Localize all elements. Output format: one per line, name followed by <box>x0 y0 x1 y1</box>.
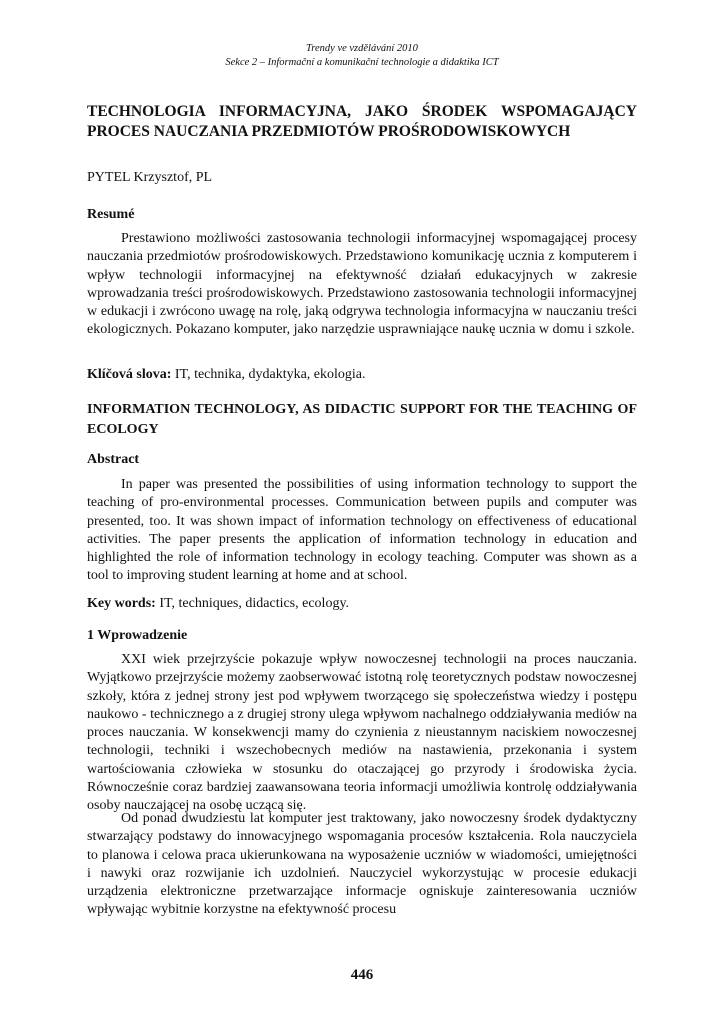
keywords-cz-label: Klíčová slova: <box>87 367 172 382</box>
section-1-paragraph-2: Od ponad dwudziestu lat komputer jest traktowany, jako nowoczesny środek dydaktyczny stwarzający podstawy do innowacyjnego wspomagania procesów kształcenia. Rola nauczyciela to planowa i celowa praca ukierunkowana na wyposażenie uczniów w wiadomości, umiejętności i nawyki oraz rozwijanie ich uzdolnień. Nauczyciel wykorzystując w procesie edukacji urządzenia elektroniczne przetwarzające informacje ogniskuje zainteresowania uczniów wpływając wybitnie korzystne na efektywność procesu <box>87 811 637 918</box>
keywords-cz-text: IT, technika, dydaktyka, ekologia. <box>171 367 366 382</box>
running-header <box>87 42 637 70</box>
section-1-paragraph-1: XXI wiek przejrzyście pokazuje wpływ nowoczesnej technologii na proces nauczania. Wyjątkowo przejrzyście możemy zaobserwować istotną rolę teoretycznych podstaw nowoczesnej szkoły, która z jednej strony jest pod wpływem tworzącego się społeczeństwa wiedzy i postępu naukowo - technicznego a z drugiej strony ulega wpływom nachalnego oddziaływania mediów na proces nauczania. W konsekwencji mamy do czynienia z nieustannym naciskiem nowoczesnej technologii, techniki i wszechobecnych mediów na nastawienia, przekonania i system wartościowania człowieka w stosunku do otaczającej go przyrody i środowiska życia. Równocześnie coraz bardziej zaawansowana teoria informacji umożliwia kontrolę oddziaływania osoby nauczającej na osobę uczącą się. <box>87 652 637 814</box>
abstract-heading: Abstract <box>87 452 140 467</box>
header-line-1: Trendy ve vzdělávání 2010 <box>306 43 418 54</box>
english-title: INFORMATION TECHNOLOGY, AS DIDACTIC SUPPORT FOR THE TEACHING OF ECOLOGY <box>87 402 637 437</box>
keywords-en-text: IT, techniques, didactics, ecology. <box>155 596 350 611</box>
keywords-en <box>87 595 637 613</box>
resume-heading: Resumé <box>87 207 135 222</box>
author: PYTEL Krzysztof, PL <box>87 170 213 185</box>
keywords-cz <box>87 366 637 384</box>
keywords-en-label: Key words: <box>87 596 156 611</box>
abstract-text: In paper was presented the possibilities of using information technology to support the teaching of pro-environmental processes. Communication between pupils and computer was presented, too. It was shown impact of information technology on effectiveness of educational activities. The paper presents the application of information technology in education and highlighted the role of information technology in ecology teaching. Computer was shown as a tool to improving student learning at home and at school. <box>87 477 637 584</box>
section-1-heading: 1 Wprowadzenie <box>87 628 188 643</box>
resume-text: Prestawiono możliwości zastosowania technologii informacyjnej wspomagającej procesy nauczania przedmiotów prośrodowiskowych. Przedstawiono komunikację ucznia z komputerem i wpływ technologii informacyjnej na efektywność działań edukacyjnych w zakresie wprowadzania treści prośrodowiskowych. Przedstawiono zastosowania technologii informacyjnej w edukacji i zwrócono uwagę na rolę, jaką odgrywa technologia informacyjna w nauczaniu treści ekologicznych. Pokazano komputer, jako narzędzie usprawniające naukę ucznia w domu i szkole. <box>87 231 637 338</box>
header-line-2: Sekce 2 – Informační a komunikační technologie a didaktika ICT <box>225 57 499 68</box>
page-number: 446 <box>350 967 374 983</box>
paper-title: TECHNOLOGIA INFORMACYJNA, JAKO ŚRODEK WSPOMAGAJĄCY PROCES NAUCZANIA PRZEDMIOTÓW PROŚRODOWISKOWYCH <box>87 103 637 140</box>
